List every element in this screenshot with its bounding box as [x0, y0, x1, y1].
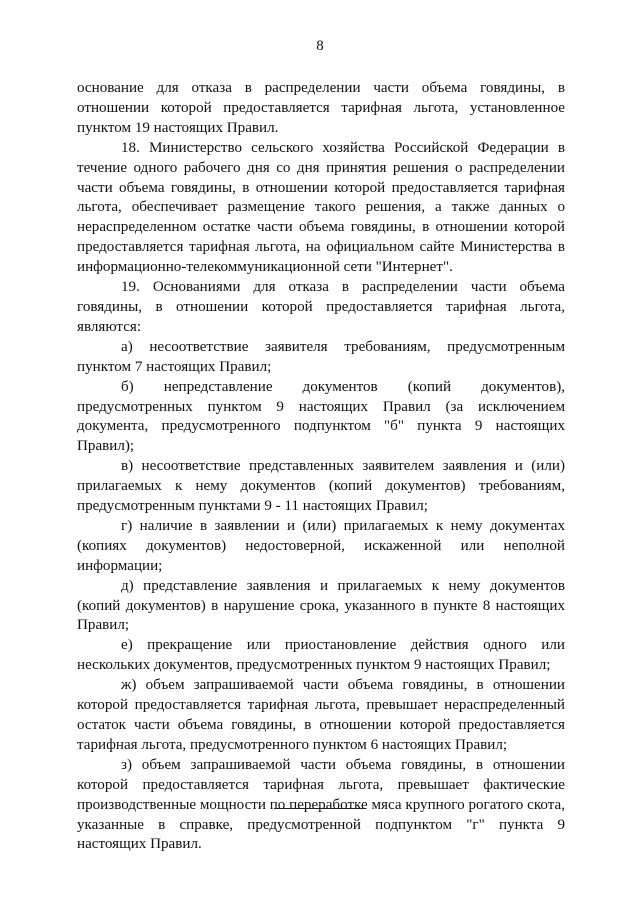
paragraph-19-d: д) представление заявления и прилагаемых к нему документов (копий документов) в нарушение срока, указанного в пункте 8 настоящих Правил; [77, 577, 565, 634]
paragraph-19-e: е) прекращение или приостановление действия одного или нескольких документов, предусмотренных пунктом 9 настоящих Правил; [77, 637, 565, 674]
paragraph-19: 19. Основаниями для отказа в распределении части объема говядины, в отношении которой предоставляется тарифная льгота, являются: [77, 279, 565, 335]
paragraph-19-a: а) несоответствие заявителя требованиям, предусмотренным пунктом 7 настоящих Правил; [77, 338, 565, 375]
paragraph-19-zh: ж) объем запрашиваемой части объема говядины, в отношении которой предоставляется тарифная льгота, превышает нераспределенный остаток части объема говядины, в отношении которой предоставляется тарифная льгота, предусмотренного пунктом 6 настоящих Правил; [77, 677, 565, 753]
paragraph-19-v: в) несоответствие представленных заявителем заявления и (или) прилагаемых к нему документов (копий документов) требованиям, предусмотренным пунктами 9 - 11 настоящих Правил; [77, 458, 565, 515]
paragraph-19-z: з) объем запрашиваемой части объема говядины, в отношении которой предоставляется тарифная льгота, превышает фактические производственные мощности по переработке мяса крупного рогатого скота, указанные в справке, предусмотренной подпунктом "г" пункта 9 настоящих Правил. [77, 756, 565, 853]
document-body [77, 79, 565, 855]
page-number: 8 [316, 38, 324, 54]
paragraph-19-b: б) непредставление документов (копий документов), предусмотренных пунктом 9 настоящих Правил (за исключением документа, предусмотренного подпунктом "б" пункта 9 настоящих Правил); [77, 378, 565, 455]
paragraph-continuation: основание для отказа в распределении части объема говядины, в отношении которой предоставляется тарифная льгота, установленное пунктом 19 настоящих Правил. [77, 80, 565, 136]
paragraph-19-g: г) наличие в заявлении и (или) прилагаемых к нему документах (копиях документов) недостоверной, искаженной или неполной информации; [77, 517, 565, 574]
footer-divider [274, 808, 366, 809]
paragraph-18: 18. Министерство сельского хозяйства Российской Федерации в течение одного рабочего дня со дня принятия решения о распределении части объема говядины, в отношении которой предоставляется тарифная льгота, обеспечивает размещение такого решения, а также данных о нераспределенном остатке части объема говядины, в отношении которой предоставляется тарифная льгота, на официальном сайте Министерства в информационно-телекоммуникационной сети "Интернет". [77, 139, 565, 276]
